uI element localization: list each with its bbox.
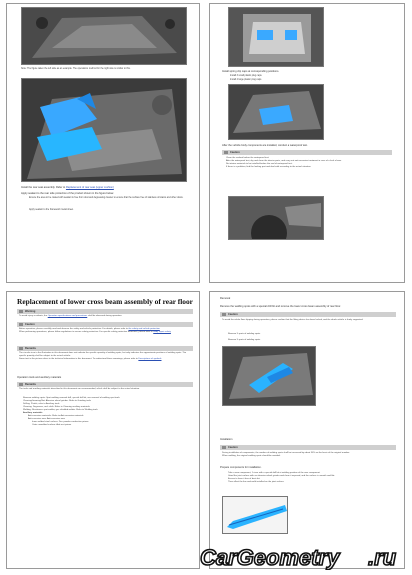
warning-text: To avoid injury accidents, the [19, 315, 48, 317]
remarks-label-2: Remarks [25, 383, 36, 386]
step-4-b: Apply sealant to the framework metal sheet. [29, 209, 74, 211]
caution-bar-page3 [17, 322, 193, 327]
caution-bar-page4 [220, 312, 396, 317]
remark-item-1: The circular icon in the illustration in this document does not indicate the specific quantity of welding spots, but only indicates the approximate positions of welding spots. The specific quantity shall be subject to the actual vehicle. [19, 352, 187, 357]
remarks-icon [19, 383, 23, 386]
floor-top-view-illustration [229, 8, 324, 67]
remarks-label: Remarks [25, 347, 36, 350]
caution-icon [19, 323, 23, 326]
remarks-icon [19, 347, 23, 350]
step-4-a: Ensure the area to be coated with sealant is free from dust and degreasing cleaner to ensure that the surface free of stainless oil stains and other dusts. [29, 197, 184, 199]
installation-heading: Installation [220, 438, 233, 441]
aux-item: Anti-corrosive wax: Anti-corrosive wax [28, 418, 65, 420]
step-5-a: Install 3 small plastic plug caps. [230, 75, 263, 77]
caution-icon [224, 151, 228, 154]
rear-floor-illustration [22, 79, 187, 182]
caution-1-text: Before operation, please carefully read and observe the safety and vehicle protection. For details, please refer to [19, 328, 128, 330]
install-sub-a: Take a new component, 1 rinse with a special drill bit at welding position of the new component. [228, 472, 321, 474]
install-sub-b: Grind the joint surface with an abrasive wheel grinder and clean it exposed, and the surface is smooth and flat. [228, 475, 335, 477]
wheel-arch-photo [228, 196, 324, 240]
caution-item-2 [19, 331, 191, 334]
install-sub-c: Ensure to have it free of dust dirt. [228, 478, 261, 480]
warning-text-2: shall be observed during operation. [87, 315, 123, 317]
caution-icon [222, 313, 226, 316]
seat-frame-photo-top [21, 7, 187, 65]
caution-item-1: Clean the sealant before the waterproof test. [226, 157, 270, 159]
aux-item: Anti-corrosion materials: Refer to Anti-corrosion materials [28, 415, 84, 417]
caution-label: Caution [228, 313, 238, 316]
caution-label: Caution [25, 323, 35, 326]
caution-item-1: During installation of components, the number of welding spots shall be increased by about 30% on the basis of the original number. [222, 452, 350, 454]
caution-body-page3 [19, 328, 191, 334]
tool-item: Drilling: Pistols, refer to Auxiliary tools [23, 403, 60, 405]
step-5-b: Install 4 large plastic plug caps. [230, 79, 262, 81]
note-top: Note: The figure taken the left side as an example. The operations method for the right side is similar to this. [21, 68, 131, 70]
new-beam-photo [222, 496, 288, 534]
aux-item: Inner welded steel surface: Zinc powder conductive primer [32, 421, 89, 423]
caution-icon [222, 446, 226, 449]
step-3-text: Install the rear seat assembly. Refer to [21, 186, 66, 189]
warning-bar [17, 309, 193, 314]
caution-body-page4: To avoid the whole floor slipping during operation, please confirm that the lifting device has been locked, and the whole vehicle is firmly supported. [222, 319, 364, 321]
aux-item: Outer unwelded surface: Anti-rust primer [32, 424, 72, 426]
cross-beam-illustration [223, 347, 316, 406]
caution-item-4: If there is a problem, find the leaking part and deal with according to the actual situation. [226, 166, 312, 168]
remark-2-link[interactable]: Descriptions of symbols [138, 358, 162, 360]
warning-label: Warning [25, 310, 36, 313]
caution-title: Caution [230, 151, 240, 154]
section-heading: Operation tools and auxiliary materials [17, 376, 62, 379]
caution-1-link[interactable]: the safety and vehicle protection [128, 328, 160, 330]
new-beam-illustration [223, 497, 288, 534]
caution-bar-page2 [222, 150, 392, 155]
install-sub-d: Then offset the line and weld installed on the joint surface. [228, 481, 285, 483]
floor-top-view-photo [228, 7, 324, 67]
removal-sub-a: Remove 5 spots of welding spots. [228, 333, 261, 335]
cross-beam-photo [222, 346, 316, 406]
rear-floor-photo [21, 78, 187, 182]
removal-step-1: Remove the welding spots with a special drill bit and remove the lower cross beam assembly of rear floor. [220, 305, 341, 308]
step-3 [21, 186, 197, 189]
caution-body-page2 [226, 157, 390, 169]
page-2 [209, 3, 405, 283]
cargeometry-logo [198, 546, 410, 570]
warning-link[interactable]: Operation specifications and precautions [47, 315, 88, 317]
remarks-bar-2 [17, 382, 193, 387]
wheel-arch-illustration [229, 197, 324, 240]
caution-bar-page4-2 [220, 445, 396, 450]
page-4 [209, 291, 405, 569]
caution-item-2: When welding, the original welding spots should be avoided. [222, 455, 281, 457]
tool-item: Welding: Resistance spot welder, gas shielded welder. Refer to Welding tools [23, 409, 98, 411]
logo-suffix: .ru [368, 546, 397, 570]
page-3-title: Replacement of lower cross beam assembly of rear floor [17, 297, 193, 306]
step-4: Apply sealant to the rear side protection of the product shown in the figure below. [21, 192, 114, 195]
install-step-2-list [228, 472, 394, 484]
removal-sub-b: Remove 5 spots of welding spots. [228, 339, 261, 341]
aux-title: Auxiliary materials [23, 412, 43, 414]
warning-icon [19, 310, 23, 313]
tool-item: Cleaning: Degreaser, rack cloth. Refer to Cleaning auxiliary materials [23, 406, 90, 408]
tool-item: Cleaning/trimming/filet: Abrasive wheel grinder. Refer to Grinding tools [23, 400, 91, 402]
removal-heading: Removal [220, 297, 231, 300]
page-1 [6, 3, 200, 283]
remark-2-text: Some text in the picture refers to the technical information in this document. To understand these meanings, please refer to [19, 358, 138, 360]
underbody-photo [228, 84, 324, 140]
caution-item-3: No interior materials to be installed before the end of waterproof test. [226, 163, 293, 165]
underbody-illustration [229, 85, 324, 140]
remarks-body [19, 352, 191, 361]
warning-body [19, 315, 191, 318]
page-3 [6, 291, 200, 569]
remark-item-2 [19, 358, 191, 361]
tool-item: Remove welding spots: Spot welding removal drill, special drill bit, see removal of welding spot tools [23, 397, 120, 399]
step-3-link[interactable]: Replacement of rear seat (upper cushion) [65, 186, 114, 189]
seat-frame-illustration [22, 8, 187, 65]
caution-2-link[interactable]: Body repair safety [153, 331, 171, 333]
logo-text: CarGeometry [200, 546, 340, 570]
remarks-bar [17, 346, 193, 351]
caution-item-2: After the waterproof test, dry and clean the interior parts, and carry out anti-corrosion treatment in case of a lack of wax. [226, 160, 342, 162]
step-5: Install spring clip caps at corresponding positions. [222, 70, 280, 73]
caution-body-page4-2 [222, 452, 394, 458]
remarks-body-2: The tools and auxiliary materials described in this document are recommended, which shall be subject to the actual situation. [19, 388, 140, 390]
install-step-2: Prepare components for installation. [220, 466, 262, 469]
tools-list [23, 397, 191, 427]
caution-2-text: When performing operations, please follow regulations to ensure safety protection. For specific safety protection measures, please refer to [19, 331, 153, 333]
step-6: After the vehicle body components are installed, conduct a waterproof test. [222, 144, 308, 147]
caution-label-2: Caution [228, 446, 238, 449]
